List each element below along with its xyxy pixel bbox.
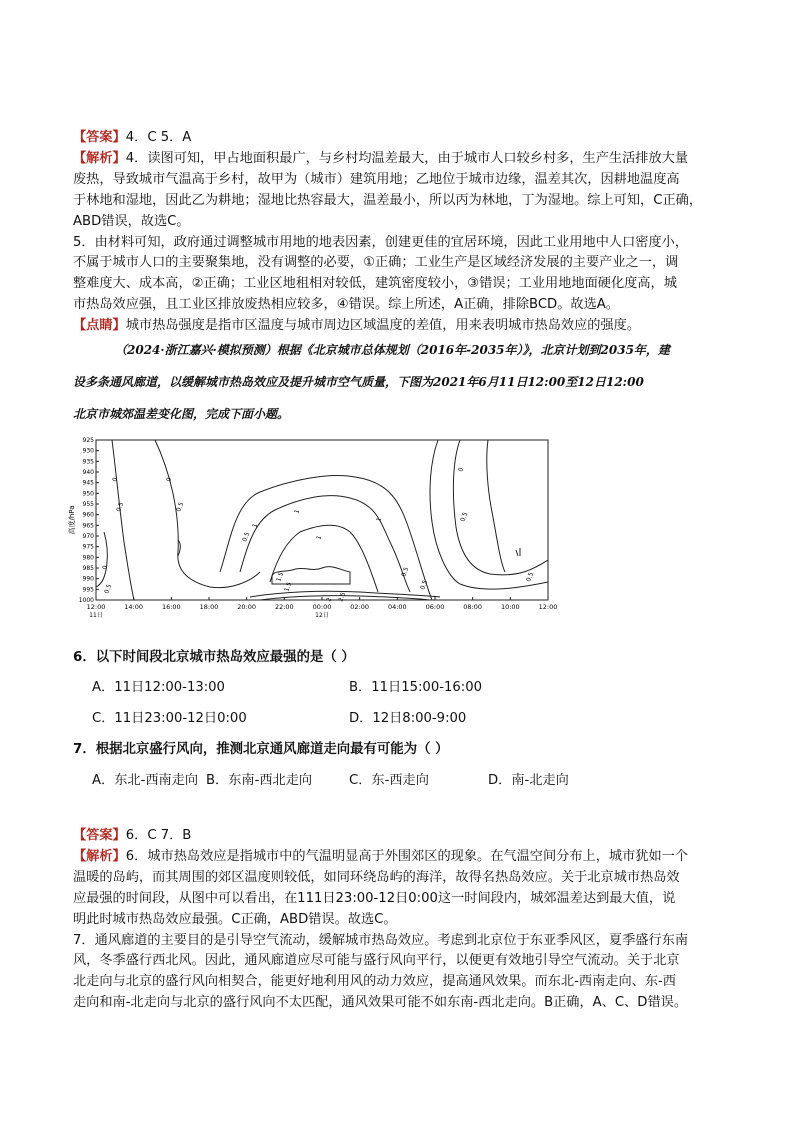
question-7-stem: 7．根据北京盛行风向，推测北京通风廊道走向最有可能为（ ） <box>73 742 449 757</box>
point-tag: 【点睛】 <box>73 318 126 334</box>
analysis-line: ABD错误，故选C。 <box>73 213 190 229</box>
contour-label: 0.5 <box>241 531 252 543</box>
contour-line <box>487 440 505 572</box>
y-tick-label: 945 <box>82 479 94 487</box>
temperature-difference-contour-chart <box>60 432 560 632</box>
answer-section-2 <box>73 826 733 1014</box>
x-tick-label: 18:00 <box>199 603 219 611</box>
contour-label: 1.5 <box>283 581 294 593</box>
q6-option-d[interactable]: D．12日8:00-9:00 <box>349 711 467 726</box>
intro-line: 北京市城郊温差变化图，完成下面小题。 <box>73 407 290 421</box>
x-tick-label: 08:00 <box>463 603 483 611</box>
y-tick-label: 925 <box>82 437 94 444</box>
q7-option-d[interactable]: D．南-北走向 <box>488 773 569 788</box>
contour-line <box>430 440 548 589</box>
x-tick-label: 10:00 <box>500 603 520 611</box>
contour-label: 0.5 <box>103 583 114 595</box>
y-tick-label: 990 <box>82 575 94 583</box>
contour-label: 1 <box>251 522 260 529</box>
q7-option-b[interactable]: B．东南-西北走向 <box>206 773 313 788</box>
q7-option-a[interactable]: A．东北-西南走向 <box>92 773 199 788</box>
contour-line <box>240 496 410 592</box>
analysis-line: 市热岛效应强，且工业区排放废热相应较多，④错误。综上所述，A正确，排除BCD。故选A。 <box>73 297 619 313</box>
analysis-line: 【解析】6．城市热岛效应是指城市中的气温明显高于外围郊区的现象。在气温空间分布上，城市犹如一个 <box>73 848 689 864</box>
x-sublabel: 11日 <box>89 612 103 619</box>
y-tick-label: 980 <box>82 554 94 562</box>
q6-option-c[interactable]: C．11日23:00-12日0:00 <box>92 711 247 726</box>
analysis-tag: 【解析】 <box>73 848 126 864</box>
contour-label: 0 <box>111 476 120 483</box>
y-tick-label: 935 <box>82 458 94 466</box>
analysis-line: 风，冬季盛行西北风。因此，通风廊道应尽可能与盛行风向平行，以便更有效地引导空气流动。关于北京 <box>73 953 680 969</box>
answer-section-1 <box>73 128 733 337</box>
contour-label: 0.5 <box>115 501 126 513</box>
y-axis-label: 高度/hPa <box>68 505 76 535</box>
contour-label: 1 <box>293 508 302 515</box>
contour-label: 0.5 <box>419 579 430 591</box>
contour-label: 0.5 <box>459 511 470 523</box>
contour-label: 0 <box>101 564 110 571</box>
answer-tag: 【答案】 <box>73 130 126 145</box>
contour-labels <box>101 467 535 603</box>
x-sublabel: 12日 <box>315 612 329 619</box>
point-text: 城市热岛强度是指市区温度与城市周边区域温度的差值，用来表明城市热岛效应的强度。 <box>125 318 641 334</box>
y-tick-label: 970 <box>82 533 94 540</box>
contour-line <box>155 440 260 588</box>
y-tick-label: 940 <box>82 469 94 476</box>
y-tick-label: 955 <box>82 501 94 508</box>
q6-option-b[interactable]: B．11日15:00-16:00 <box>349 680 482 695</box>
contour-label: 2 <box>325 596 334 603</box>
x-tick-label: 14:00 <box>124 603 144 611</box>
intro-line: 设多条通风廊道，以缓解城市热岛效应及提升城市空气质量，下图为2021年6月11日12:00至12日12:00 <box>73 375 644 389</box>
x-tick-label: 04:00 <box>387 603 407 611</box>
x-tick-label: 12:00 <box>538 603 558 611</box>
y-tick-label: 960 <box>82 511 94 519</box>
contour-line <box>453 440 548 575</box>
contour-label: 1 <box>315 534 324 541</box>
contour-label: 0 <box>165 476 174 483</box>
analysis-line: 北走向与北京的盛行风向相契合，能更好地利用风的动力效应，提高通风效果。而东北-西南走向、东-西 <box>73 974 676 990</box>
y-tick-label: 930 <box>82 447 94 455</box>
contour-label: 1.5 <box>275 571 286 583</box>
x-tick-label: 22:00 <box>274 603 294 611</box>
x-tick-label: 06:00 <box>425 603 445 611</box>
y-tick-label: 965 <box>82 522 94 530</box>
question-intro <box>73 334 733 430</box>
analysis-line: 走向和南-北走向与北京的盛行风向不太匹配，通风效果可能不如东南-西北走向。B正确，A、C、D错误。 <box>73 995 688 1011</box>
contour-line <box>112 440 134 600</box>
contour-label: 2.5 <box>337 591 348 603</box>
analysis-line: 整难度大、成本高，②正确；工业区地租相对较低，建筑密度较小，③错误；工业用地地面硬化度高，城 <box>73 276 677 292</box>
q6-option-a[interactable]: A．11日12:00-13:00 <box>92 680 225 695</box>
contour-label: 0.5 <box>525 571 536 583</box>
contour-label: 1 <box>375 516 384 523</box>
answer-text: 4．C 5．A <box>125 130 192 145</box>
question-6-stem: 6．以下时间段北京城市热岛效应最强的是（ ） <box>73 650 355 665</box>
analysis-line: 温暖的岛屿，而其周围的郊区温度则较低，如同环绕岛屿的海洋，故得名热岛效应。关于北京城市热岛效 <box>73 869 680 885</box>
y-tick-label: 975 <box>82 543 94 551</box>
y-tick-label: 995 <box>82 586 94 594</box>
analysis-line: 应最强的时间段，从图中可以看出，在111日23:00-12日0:00这一时间段内，城郊温差达到最大值，说 <box>73 890 676 906</box>
plot-frame <box>96 440 548 600</box>
contour-label: 0.5 <box>400 566 411 578</box>
intro-line: （2024·浙江嘉兴·模拟预测）根据《北京城市总体规划（2016年-2035年）》，北京计划到2035年，建 <box>115 343 670 357</box>
analysis-tag: 【解析】 <box>73 150 126 166</box>
q7-option-c[interactable]: C．东-西走向 <box>349 773 429 788</box>
contour-lines <box>96 440 548 600</box>
contour-label: 0.5 <box>175 501 186 513</box>
y-tick-label: 950 <box>82 490 94 498</box>
x-tick-label: 16:00 <box>161 603 181 611</box>
answer-line-2 <box>73 826 733 847</box>
analysis-line: 明此时城市热岛效应最强。C正确，ABD错误。故选C。 <box>73 911 397 927</box>
answer-text: 6．C 7．B <box>125 828 192 843</box>
analysis-line: 不属于城市人口的主要聚集地，没有调整的必要，①正确；工业生产是区域经济发展的主要产业之一，调 <box>73 255 679 271</box>
contour-line <box>516 548 520 556</box>
x-tick-label: 20:00 <box>237 603 257 611</box>
analysis-line: 5．由材料可知，政府通过调整城市用地的地表因素，创建更佳的宜居环境，因此工业用地中人口密度小， <box>73 234 689 250</box>
analysis-line: 于林地和湿地，因此乙为耕地；湿地比热容最大，温差最小，所以丙为林地，丁为湿地。综上可知，C正确， <box>73 192 703 208</box>
analysis-line: 废热，导致城市气温高于乡村，故甲为（城市）建筑用地；乙地位于城市边缘，温差其次，因耕地温度高 <box>73 171 680 187</box>
y-tick-label: 985 <box>82 565 94 572</box>
answer-tag: 【答案】 <box>73 828 126 843</box>
contour-label: 0 <box>457 466 466 473</box>
x-tick-label: 00:00 <box>312 603 332 611</box>
x-tick-label: 02:00 <box>350 603 370 611</box>
analysis-line: 7．通风廊道的主要目的是引导空气流动，缓解城市热岛效应。考虑到北京位于东亚季风区，夏季盛行东南 <box>73 932 689 948</box>
answer-line-1 <box>73 128 733 149</box>
y-tick-label: 1000 <box>78 597 94 604</box>
analysis-line: 【解析】4．读图可知，甲占地面积最广，与乡村均温差最大，由于城市人口较乡村多，生产生活排放大量 <box>73 150 689 166</box>
x-tick-label: 12:00 <box>86 603 106 611</box>
